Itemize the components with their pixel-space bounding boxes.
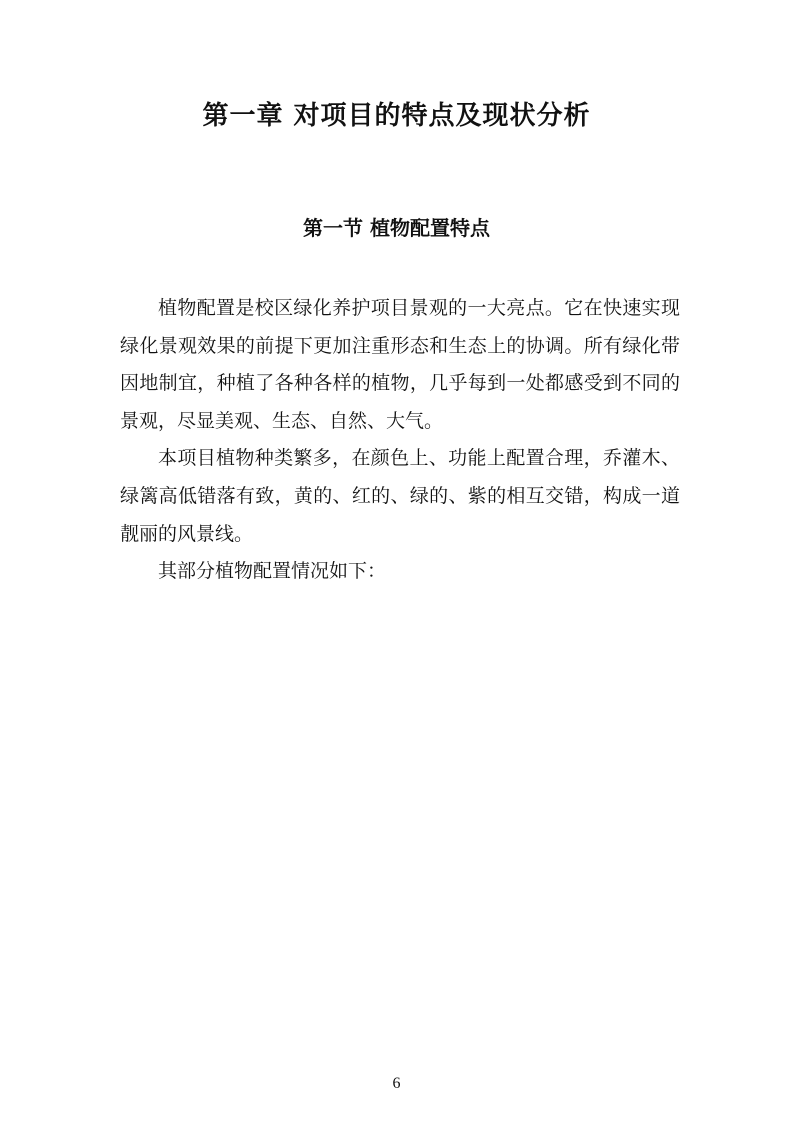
- paragraph: 本项目植物种类繁多，在颜色上、功能上配置合理，乔灌木、绿篱高低错落有致，黄的、红的、绿的、紫的相互交错，构成一道靓丽的风景线。: [120, 447, 680, 545]
- paragraph: 植物配置是校区绿化养护项目景观的一大亮点。它在快速实现绿化景观效果的前提下更加注重形态和生态上的协调。所有绿化带因地制宜，种植了各种各样的植物，几乎每到一处都感受到不同的景观，尽显美观、生态、自然、大气。: [120, 297, 680, 432]
- paragraph: 其部分植物配置情况如下：: [158, 560, 387, 583]
- chapter-title: 第一章 对项目的特点及现状分析: [202, 101, 591, 131]
- body-text: [120, 290, 680, 591]
- section-title: 第一节 植物配置特点: [303, 216, 490, 240]
- page-number: 6: [392, 1075, 401, 1092]
